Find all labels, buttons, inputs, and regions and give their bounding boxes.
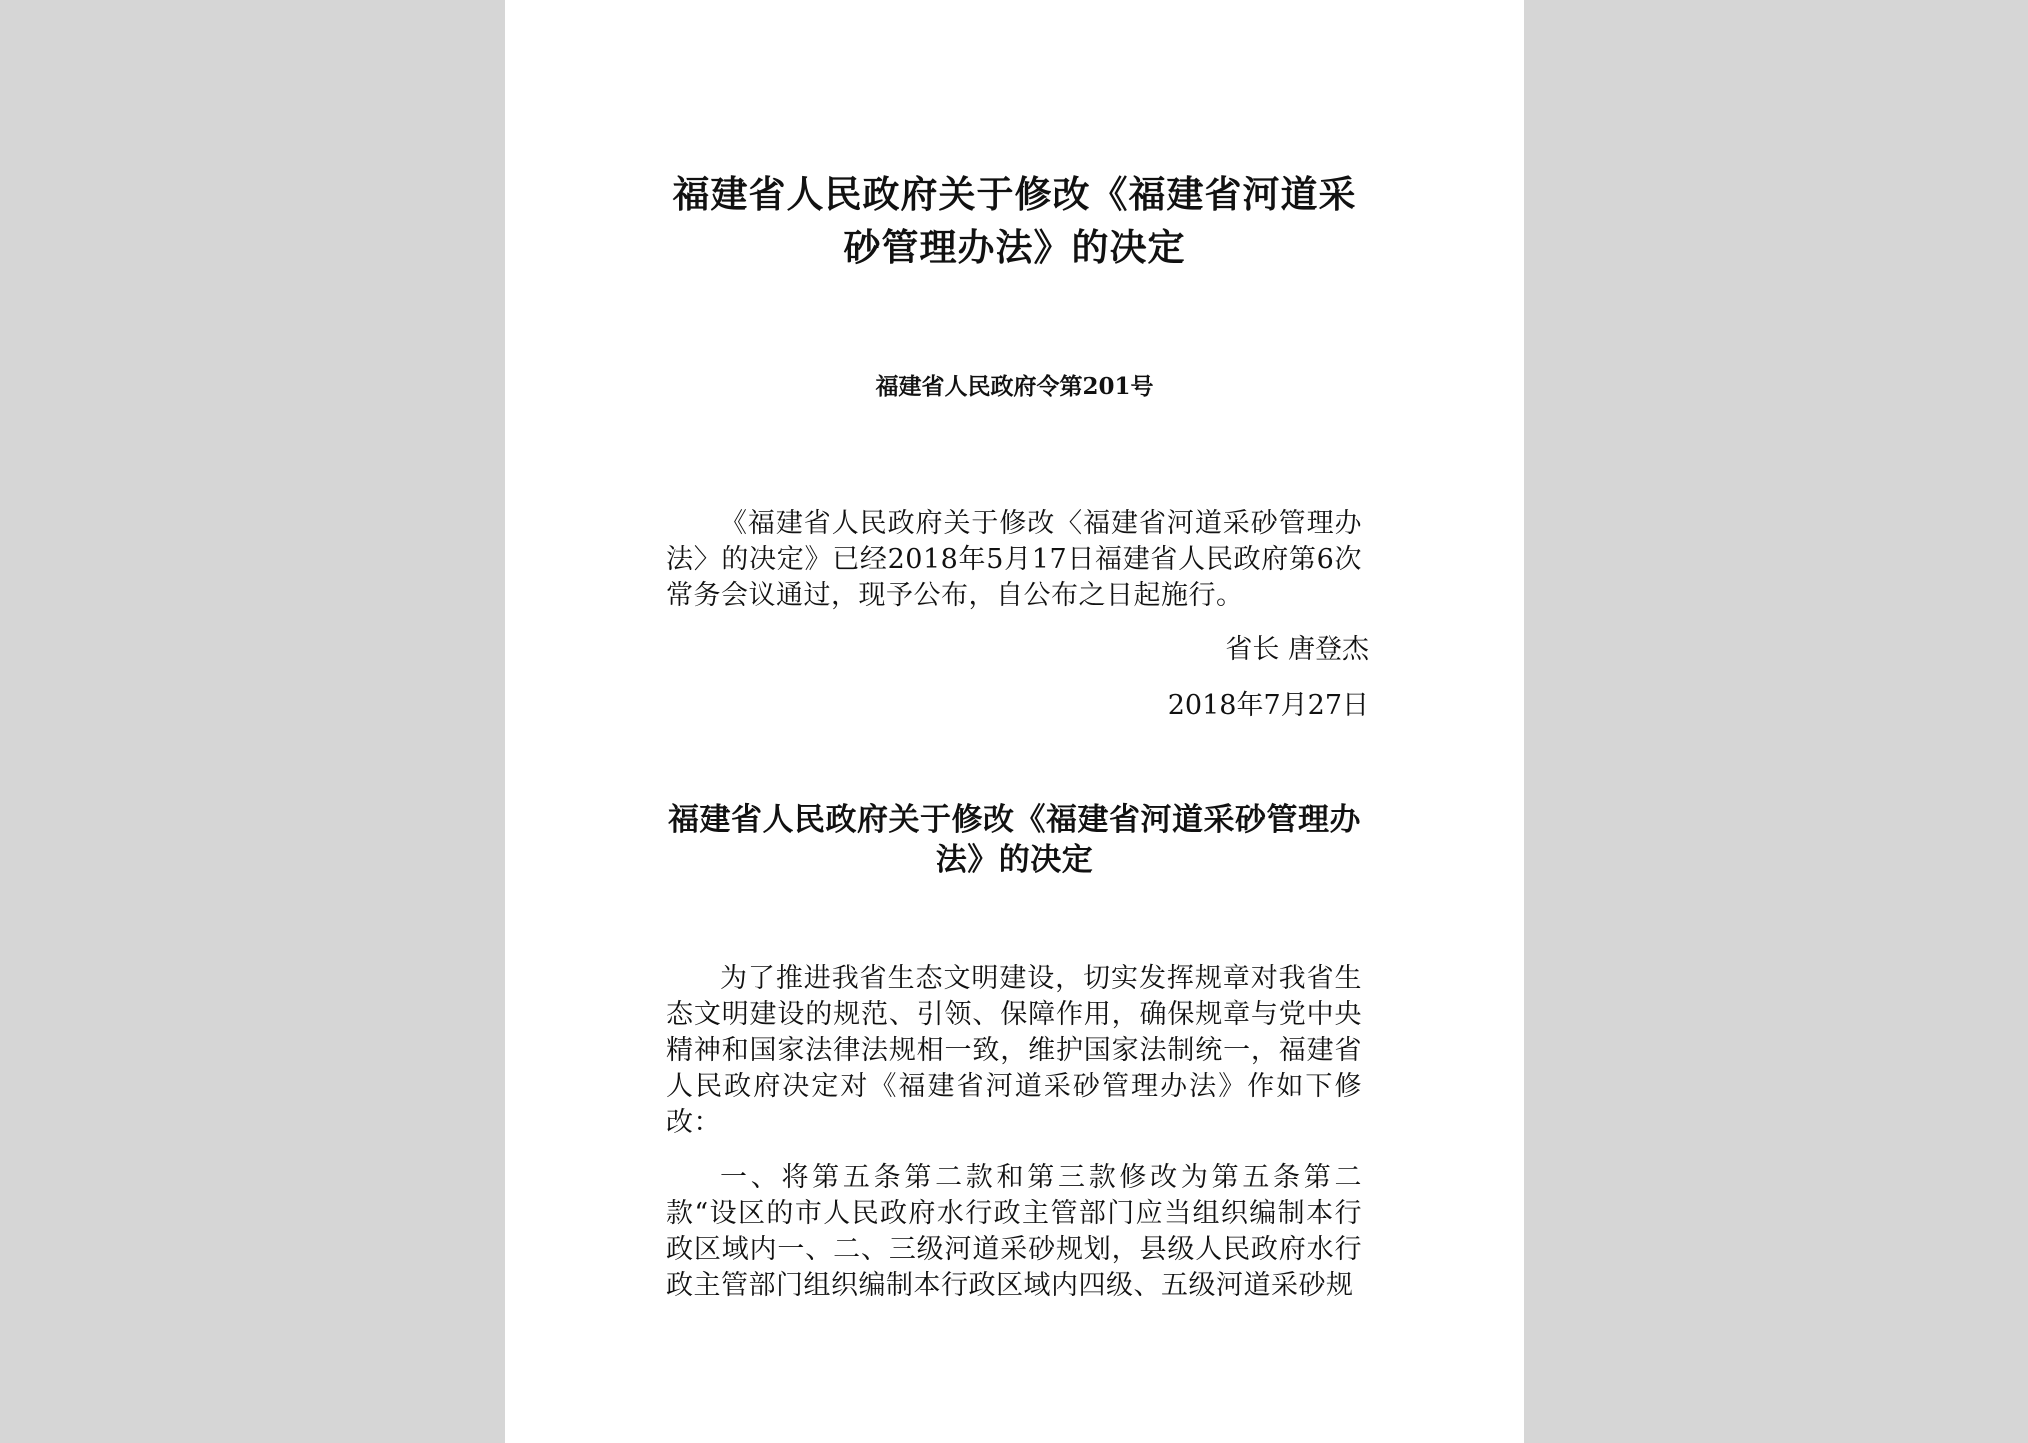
decision-title — [505, 800, 1524, 880]
title-line-1: 福建省人民政府关于修改《福建省河道采 — [672, 172, 1357, 216]
preamble-paragraph: 为了推进我省生态文明建设，切实发挥规章对我省生态文明建设的规范、引领、保障作用，确保规章与党中央精神和国家法律法规相一致，维护国家法制统一，福建省人民政府决定对《福建省河道采砂管理办法》作如下修改： — [666, 963, 1362, 1138]
title-line-2: 砂管理办法》的决定 — [843, 225, 1186, 269]
decision-title-line-2: 法》的决定 — [935, 842, 1094, 878]
announcement-paragraph: 《福建省人民政府关于修改〈福建省河道采砂管理办法〉的决定》已经2018年5月17日福建省人民政府第6次常务会议通过，现予公布，自公布之日起施行。 — [666, 508, 1362, 611]
issue-date: 2018年7月27日 — [1167, 690, 1369, 721]
decision-title-line-1: 福建省人民政府关于修改《福建省河道采砂管理办 — [668, 802, 1361, 838]
document-page — [505, 0, 1524, 1443]
document-title — [505, 168, 1524, 274]
signatory: 省长 唐登杰 — [1225, 634, 1369, 665]
order-number: 福建省人民政府令第201号 — [875, 373, 1154, 400]
item-1-paragraph: 一、将第五条第二款和第三款修改为第五条第二款“设区的市人民政府水行政主管部门应当组织编制本行政区域内一、二、三级河道采砂规划，县级人民政府水行政主管部门组织编制本行政区域内四级、五级河道采砂规 — [666, 1162, 1362, 1301]
